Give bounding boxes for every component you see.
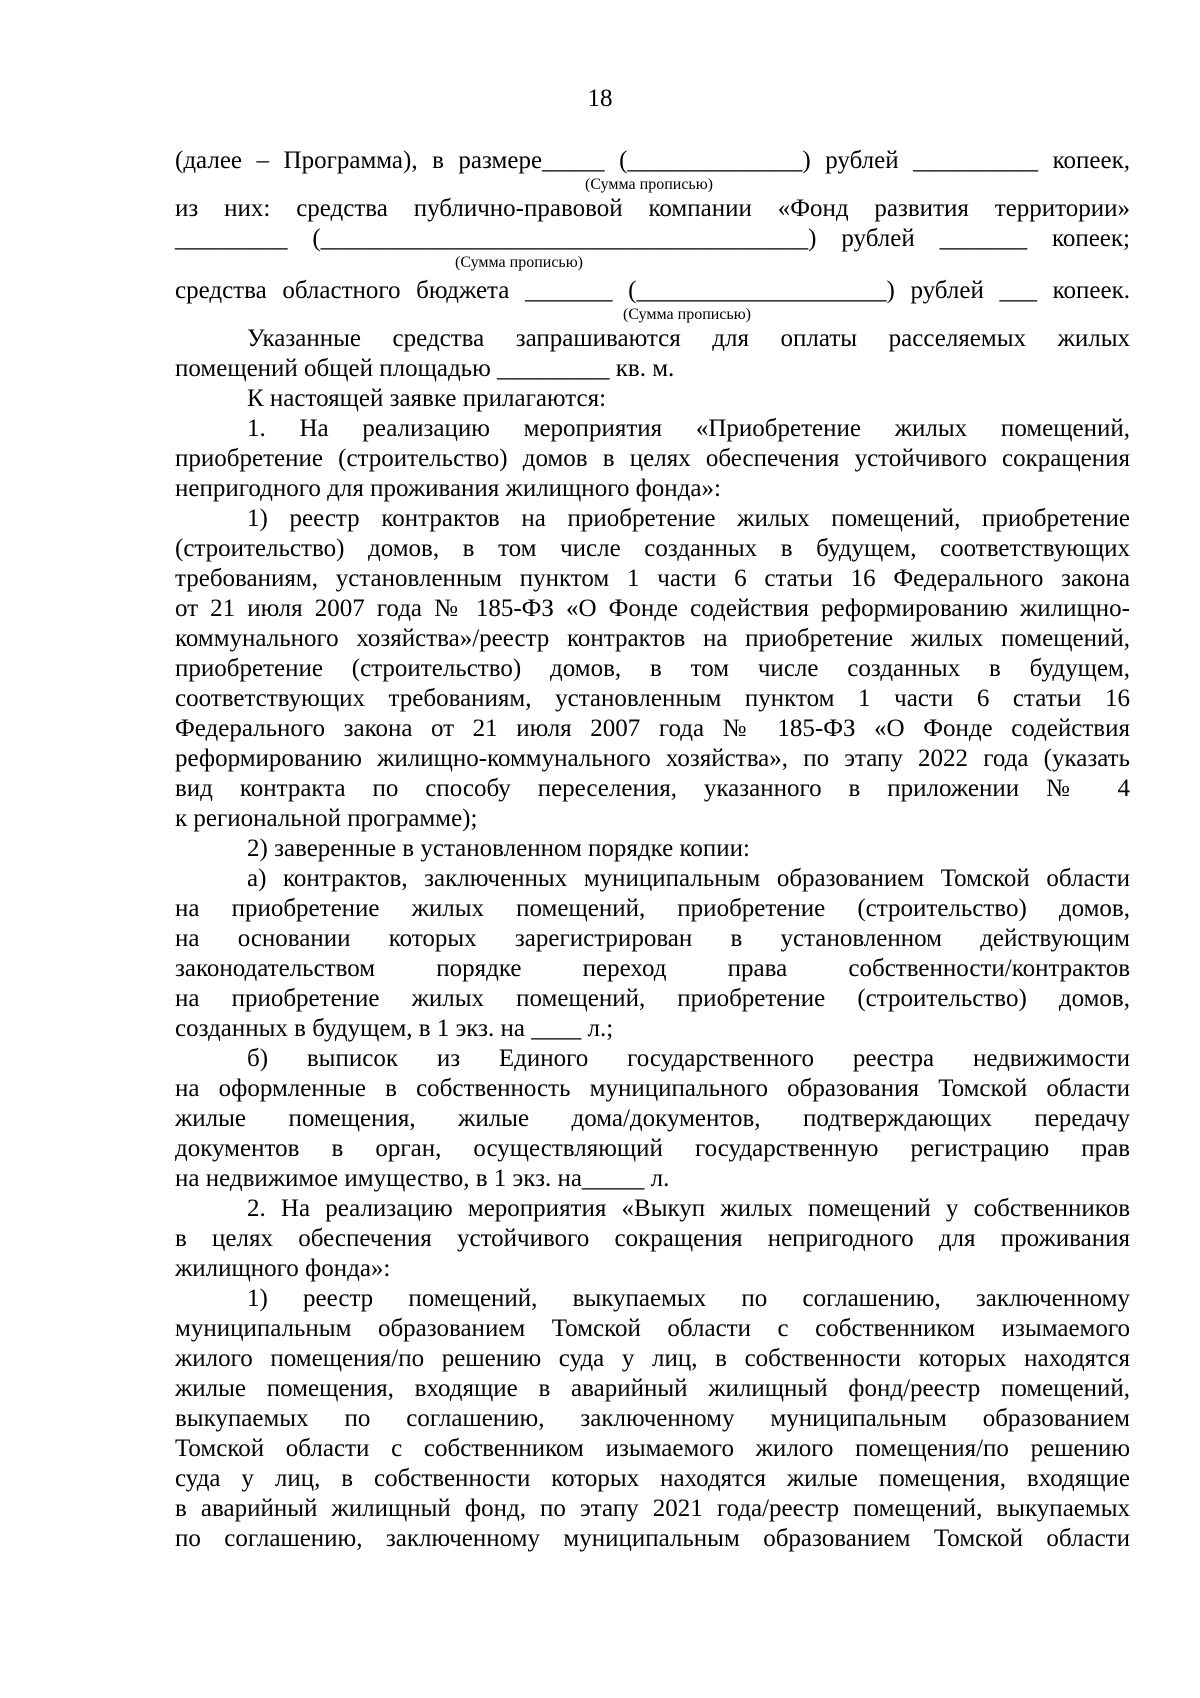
sum-in-words-caption: (Сумма прописью): [623, 306, 751, 323]
text-line: помещений общей площадью _________ кв. м.: [175, 355, 675, 382]
text-line: требованиям, установленным пунктом 1 части 6 статьи 16 Федерального закона: [175, 565, 1130, 592]
text-line: по соглашению, заключенному муниципальным образованием Томской области: [175, 1525, 1130, 1552]
text-line: средства областного бюджета _______ (____________________) рублей ___ копеек.: [175, 277, 1130, 304]
text-line: выкупаемых по соглашению, заключенному муниципальным образованием: [175, 1405, 1130, 1432]
text-line: жилые помещения, входящие в аварийный жилищный фонд/реестр помещений,: [175, 1375, 1130, 1402]
text-line: приобретение (строительство) домов, в том числе созданных в будущем,: [175, 655, 1130, 682]
sum-in-words-caption: (Сумма прописью): [585, 176, 713, 193]
text-line: созданных в будущем, в 1 экз. на ____ л.;: [175, 1015, 614, 1042]
text-line: на недвижимое имущество, в 1 экз. на_____ л.: [175, 1165, 670, 1192]
text-line: а) контрактов, заключенных муниципальным образованием Томской области: [247, 865, 1130, 892]
text-line: 2) заверенные в установленном порядке копии:: [247, 835, 750, 862]
text-line: жилого помещения/по решению суда у лиц, в собственности которых находятся: [175, 1345, 1130, 1372]
text-line: от 21 июля 2007 года № 185-ФЗ «О Фонде содействия реформированию жилищно-: [175, 595, 1130, 622]
text-line: на приобретение жилых помещений, приобретение (строительство) домов,: [175, 985, 1130, 1012]
document-body: [175, 146, 1130, 1554]
text-line: к региональной программе);: [175, 805, 478, 832]
text-line: суда у лиц, в собственности которых находятся жилые помещения, входящие: [175, 1465, 1130, 1492]
text-line: из них: средства публично-правовой компании «Фонд развития территории»: [175, 195, 1130, 222]
text-line: К настоящей заявке прилагаются:: [247, 385, 607, 412]
caption-line: [175, 176, 1130, 194]
text-line: законодательством порядке переход права собственности/контрактов: [175, 955, 1130, 982]
caption-line: [175, 254, 1130, 272]
text-line: на приобретение жилых помещений, приобретение (строительство) домов,: [175, 895, 1130, 922]
text-line: в целях обеспечения устойчивого сокращения непригодного для проживания: [175, 1225, 1130, 1252]
text-line: жилые помещения, жилые дома/документов, подтверждающих передачу: [175, 1105, 1130, 1132]
text-line: непригодного для проживания жилищного фонда»:: [175, 475, 721, 502]
text-line: Указанные средства запрашиваются для оплаты расселяемых жилых: [247, 325, 1130, 352]
text-line: вид контракта по способу переселения, указанного в приложении № 4: [175, 775, 1130, 802]
caption-line: [175, 306, 1130, 324]
text-line: на основании которых зарегистрирован в установленном действующим: [175, 925, 1130, 952]
text-line: (строительство) домов, в том числе созданных в будущем, соответствующих: [175, 535, 1130, 562]
text-line: на оформленные в собственность муниципального образования Томской области: [175, 1075, 1130, 1102]
text-line: коммунального хозяйства»/реестр контрактов на приобретение жилых помещений,: [175, 625, 1130, 652]
text-line: в аварийный жилищный фонд, по этапу 2021 года/реестр помещений, выкупаемых: [175, 1495, 1130, 1522]
sum-in-words-caption: (Сумма прописью): [455, 254, 583, 271]
text-line: жилищного фонда»:: [175, 1255, 391, 1282]
text-line: 2. На реализацию мероприятия «Выкуп жилых помещений у собственников: [247, 1195, 1130, 1222]
page-number: 18: [587, 85, 613, 112]
text-line: реформированию жилищно-коммунального хозяйства», по этапу 2022 года (указать: [175, 745, 1130, 772]
text-line: Томской области с собственником изымаемого жилого помещения/по решению: [175, 1435, 1130, 1462]
text-line: Федерального закона от 21 июля 2007 года № 185-ФЗ «О Фонде содействия: [175, 715, 1130, 742]
text-line: _________ (_______________________________________) рублей _______ копеек;: [175, 225, 1130, 252]
text-line: документов в орган, осуществляющий государственную регистрацию прав: [175, 1135, 1130, 1162]
text-line: б) выписок из Единого государственного реестра недвижимости: [247, 1045, 1130, 1072]
text-line: (далее – Программа), в размере_____ (______________) рублей __________ копеек,: [175, 147, 1130, 174]
text-line: муниципальным образованием Томской области с собственником изымаемого: [175, 1315, 1130, 1342]
text-line: 1) реестр помещений, выкупаемых по соглашению, заключенному: [247, 1285, 1130, 1312]
text-line: 1) реестр контрактов на приобретение жилых помещений, приобретение: [247, 505, 1130, 532]
text-line: соответствующих требованиям, установленным пунктом 1 части 6 статьи 16: [175, 685, 1130, 712]
text-line: 1. На реализацию мероприятия «Приобретение жилых помещений,: [247, 415, 1130, 442]
text-line: приобретение (строительство) домов в целях обеспечения устойчивого сокращения: [175, 445, 1130, 472]
